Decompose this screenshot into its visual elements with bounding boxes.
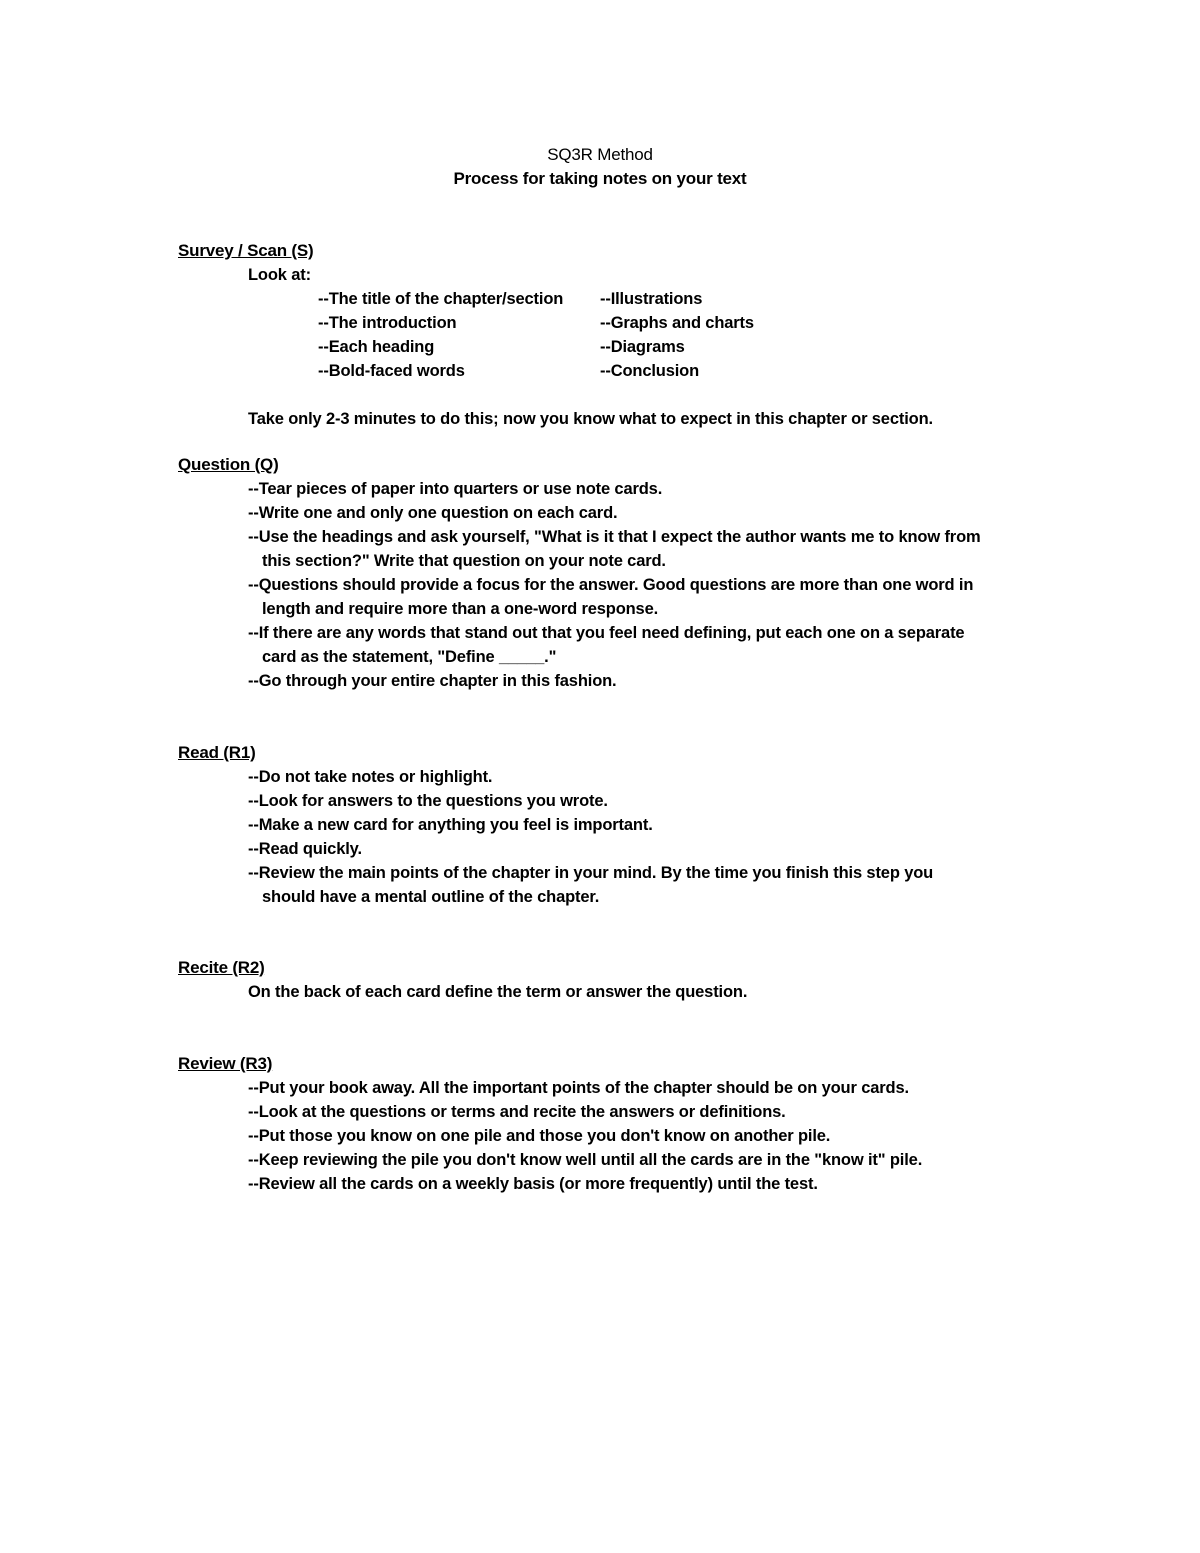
survey-item-columns: [178, 287, 1078, 383]
review-heading: Review (R3): [178, 1054, 273, 1073]
question-section: [178, 453, 1078, 693]
question-heading: Question (Q): [178, 455, 279, 474]
list-item: --Questions should provide a focus for the answer. Good questions are more than one word in length and require more than a one-word response.: [248, 576, 974, 618]
survey-right-item: --Graphs and charts: [600, 314, 754, 332]
recite-heading: Recite (R2): [178, 958, 265, 977]
read-section: [178, 741, 1078, 909]
survey-right-item: --Illustrations: [600, 290, 703, 308]
list-item: --Go through your entire chapter in this fashion.: [248, 672, 617, 690]
survey-right-item: --Conclusion: [600, 362, 700, 380]
list-item: --Look for answers to the questions you wrote.: [248, 792, 608, 810]
survey-left-item: --The introduction: [318, 314, 457, 332]
list-item: --Put your book away. All the important points of the chapter should be on your cards.: [248, 1079, 909, 1097]
survey-right-item: --Diagrams: [600, 338, 685, 356]
survey-left-item: --Each heading: [318, 338, 435, 356]
survey-intro: Look at:: [248, 266, 311, 284]
recite-text: On the back of each card define the term or answer the question.: [248, 983, 748, 1001]
list-item: --Write one and only one question on each card.: [248, 504, 618, 522]
list-item: --If there are any words that stand out that you feel need defining, put each one on a separate card as the statement, "Define _____.": [248, 624, 965, 666]
list-item: --Keep reviewing the pile you don't know well until all the cards are in the "know it" pile.: [248, 1151, 923, 1169]
recite-section: [178, 956, 1078, 1004]
survey-section: [178, 239, 1078, 431]
list-item: --Put those you know on one pile and those you don't know on another pile.: [248, 1127, 831, 1145]
survey-heading: Survey / Scan (S): [178, 241, 314, 260]
survey-note: Take only 2-3 minutes to do this; now you know what to expect in this chapter or section.: [248, 410, 933, 428]
list-item: --Review the main points of the chapter in your mind. By the time you finish this step you should have a mental outline of the chapter.: [248, 864, 934, 906]
survey-left-item: --The title of the chapter/section: [318, 290, 564, 308]
list-item: --Do not take notes or highlight.: [248, 768, 493, 786]
survey-left-item: --Bold-faced words: [318, 362, 465, 380]
review-section: [178, 1052, 1078, 1196]
list-item: --Read quickly.: [248, 840, 362, 858]
document-subtitle: Process for taking notes on your text: [453, 169, 747, 188]
list-item: --Use the headings and ask yourself, "What is it that I expect the author wants me to know from this section?" Write that question on your note card.: [248, 528, 981, 570]
document-title: SQ3R Method: [547, 145, 653, 164]
list-item: --Tear pieces of paper into quarters or use note cards.: [248, 480, 663, 498]
list-item: --Make a new card for anything you feel is important.: [248, 816, 653, 834]
read-heading: Read (R1): [178, 743, 256, 762]
list-item: --Review all the cards on a weekly basis (or more frequently) until the test.: [248, 1175, 818, 1193]
list-item: --Look at the questions or terms and recite the answers or definitions.: [248, 1103, 786, 1121]
